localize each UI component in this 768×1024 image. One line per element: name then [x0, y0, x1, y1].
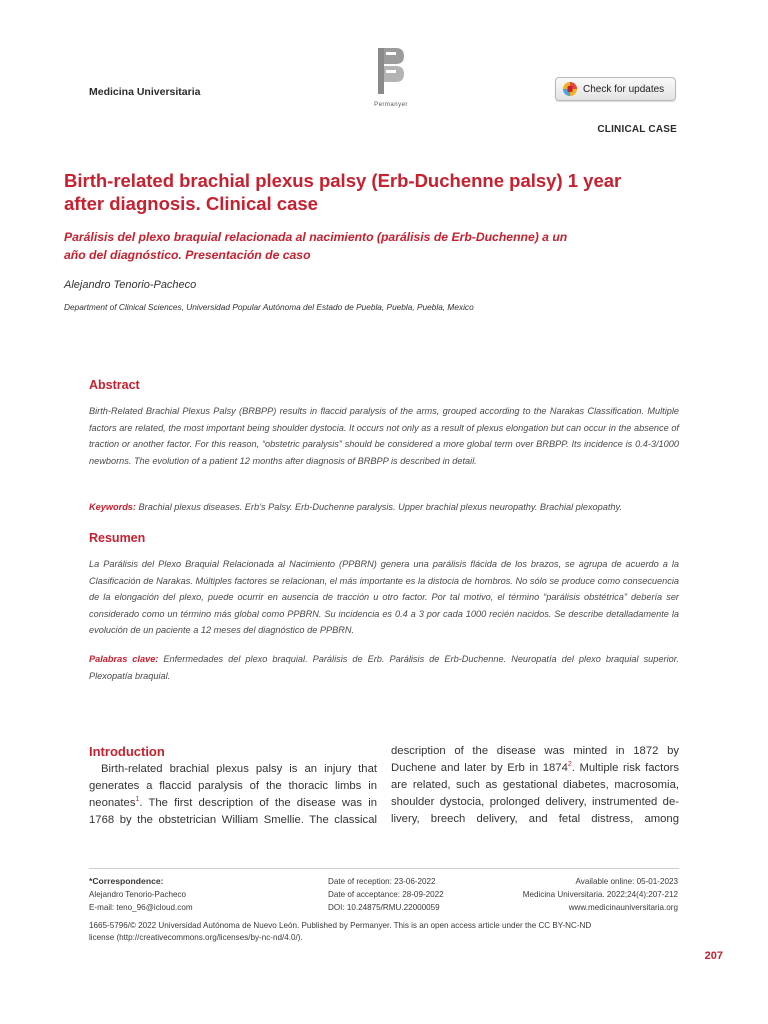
- body-line: description of the disease was minted in 1872 by: [391, 745, 679, 757]
- check-updates-icon: [562, 81, 578, 97]
- resumen-heading: Resumen: [89, 531, 146, 545]
- check-for-updates-button[interactable]: [555, 77, 676, 101]
- license-line[interactable]: license (http://creativecommons.org/licenses/by-nc-nd/4.0/).: [89, 933, 303, 942]
- palabras-clave-text: Enfermedades del plexo braquial. Parálisis de Erb. Parálisis de Erb-Duchenne. Neuropatía del plexo braquial superior. Plexopatía braquial.: [89, 654, 679, 681]
- introduction-left-column: [89, 761, 377, 829]
- journal-name: Medicina Universitaria: [89, 86, 201, 98]
- body-text: neonates: [89, 797, 136, 809]
- resumen-text: La Parálisis del Plexo Braquial Relacionada al Nacimiento (PPBRN) genera una parálisis flácida de los brazos, se agrupa de acuerdo a la Clasificación de Narakas. Múltiples factores se relacionan, el más importante es la distocia de hombros. No sólo se produce como consecuencia de la elongación del plexo, puede ocurrir en ausencia de tracción u otro factor. Por tal motivo, el término “parálisis obstétrica” debería ser considerado como un término más global como PPBRN. Su incidencia es 0.4 a 3 por cada 1000 recién nacidos. Se describe detalladamente la evolución de un paciente a 12 meses del diagnóstico de PPBRN.: [89, 559, 679, 635]
- correspondence-label: *Correspondence:: [89, 876, 164, 886]
- author-name: Alejandro Tenorio-Pacheco: [64, 279, 197, 291]
- body-line: [89, 795, 377, 812]
- article-title-line: after diagnosis. Clinical case: [64, 193, 318, 214]
- resumen-keywords: [89, 651, 679, 684]
- body-text: Duchene and later by Erb in 1874: [391, 762, 568, 774]
- article-subtitle-line: Parálisis del plexo braquial relacionada al nacimiento (parálisis de Erb-Duchenne) a un: [64, 230, 568, 244]
- body-line: Birth-related brachial plexus palsy is an injury that: [101, 763, 377, 775]
- body-line: [391, 760, 679, 777]
- keywords-text: Brachial plexus diseases. Erb’s Palsy. Erb-Duchenne paralysis. Upper brachial plexus neuropathy. Brachial plexopathy.: [138, 502, 622, 512]
- journal-citation: Medicina Universitaria. 2022;24(4):207-212: [522, 890, 678, 899]
- introduction-heading: Introduction: [89, 744, 165, 759]
- article-type-label: CLINICAL CASE: [597, 124, 677, 135]
- article-subtitle-line: año del diagnóstico. Presentación de caso: [64, 248, 311, 262]
- correspondence-email[interactable]: E-mail: teno_96@icloud.com: [89, 903, 193, 912]
- reference-link[interactable]: 2: [567, 761, 572, 768]
- footer-divider: [89, 868, 679, 869]
- dates-block: [328, 875, 444, 914]
- body-line: livery, breech delivery, and fetal distress, among: [391, 813, 679, 825]
- correspondence-block: [89, 875, 193, 914]
- article-subtitle: [64, 228, 684, 264]
- available-online-date: Available online: 05-01-2023: [575, 877, 678, 886]
- correspondence-name: Alejandro Tenorio-Pacheco: [89, 890, 187, 899]
- publisher-logo: [360, 46, 422, 108]
- abstract-keywords: [89, 499, 679, 516]
- date-of-acceptance: Date of acceptance: 28-09-2022: [328, 890, 444, 899]
- body-text: . Multiple risk factors: [571, 762, 680, 774]
- page-number: 207: [704, 950, 723, 962]
- journal-website-link[interactable]: www.medicinauniversitaria.org: [568, 903, 678, 912]
- keywords-label: Keywords:: [89, 502, 136, 512]
- date-of-reception: Date of reception: 23-06-2022: [328, 877, 436, 886]
- publication-info-block: [523, 875, 678, 914]
- abstract-text: Birth-Related Brachial Plexus Palsy (BRBPP) results in flaccid paralysis of the arms, grouped according to the Narakas Classification. Multiple factors are related, the most important being shoulder dystocia. It occurs not only as a result of plexus elongation but can occur in the absence of traction or another factor. For this reason, “obstetric paralysis” should be considered a more global term over BRBPP. Its incidence is 0.4-3/1000 newborns. The evolution of a patient 12 months after diagnosis of BRBPP is described in detail.: [89, 406, 679, 466]
- body-line: generates a flaccid paralysis of the thoracic limbs in: [89, 780, 377, 792]
- author-affiliation: Department of Clinical Sciences, Universidad Popular Autónoma del Estado de Puebla, Puebla, Puebla, Mexico: [64, 302, 474, 312]
- reference-link[interactable]: 1: [135, 796, 140, 803]
- body-text: . The first description of the disease was in: [139, 797, 377, 809]
- license-line: 1665-5796/© 2022 Universidad Autónoma de Nuevo León. Published by Permanyer. This is an open access article under the CC BY-NC-ND: [89, 921, 592, 930]
- doi-link[interactable]: DOI: 10.24875/RMU.22000059: [328, 903, 440, 912]
- palabras-clave-label: Palabras clave:: [89, 654, 159, 664]
- introduction-right-column: [391, 743, 679, 828]
- check-for-updates-label: Check for updates: [583, 83, 665, 95]
- article-title: [64, 169, 694, 215]
- body-line: are related, such as gestational diabetes, macrosomia,: [391, 779, 679, 791]
- body-line: shoulder dystocia, prolonged delivery, instrumented de-: [391, 796, 679, 808]
- publisher-logo-text: Permanyer: [374, 102, 408, 108]
- body-line: 1768 by the obstetrician William Smellie. The classical: [89, 814, 377, 826]
- article-title-line: Birth-related brachial plexus palsy (Erb-Duchenne palsy) 1 year: [64, 170, 622, 191]
- license-notice: [89, 920, 684, 944]
- permanyer-logo-icon: [376, 46, 406, 96]
- abstract-heading: Abstract: [89, 378, 140, 392]
